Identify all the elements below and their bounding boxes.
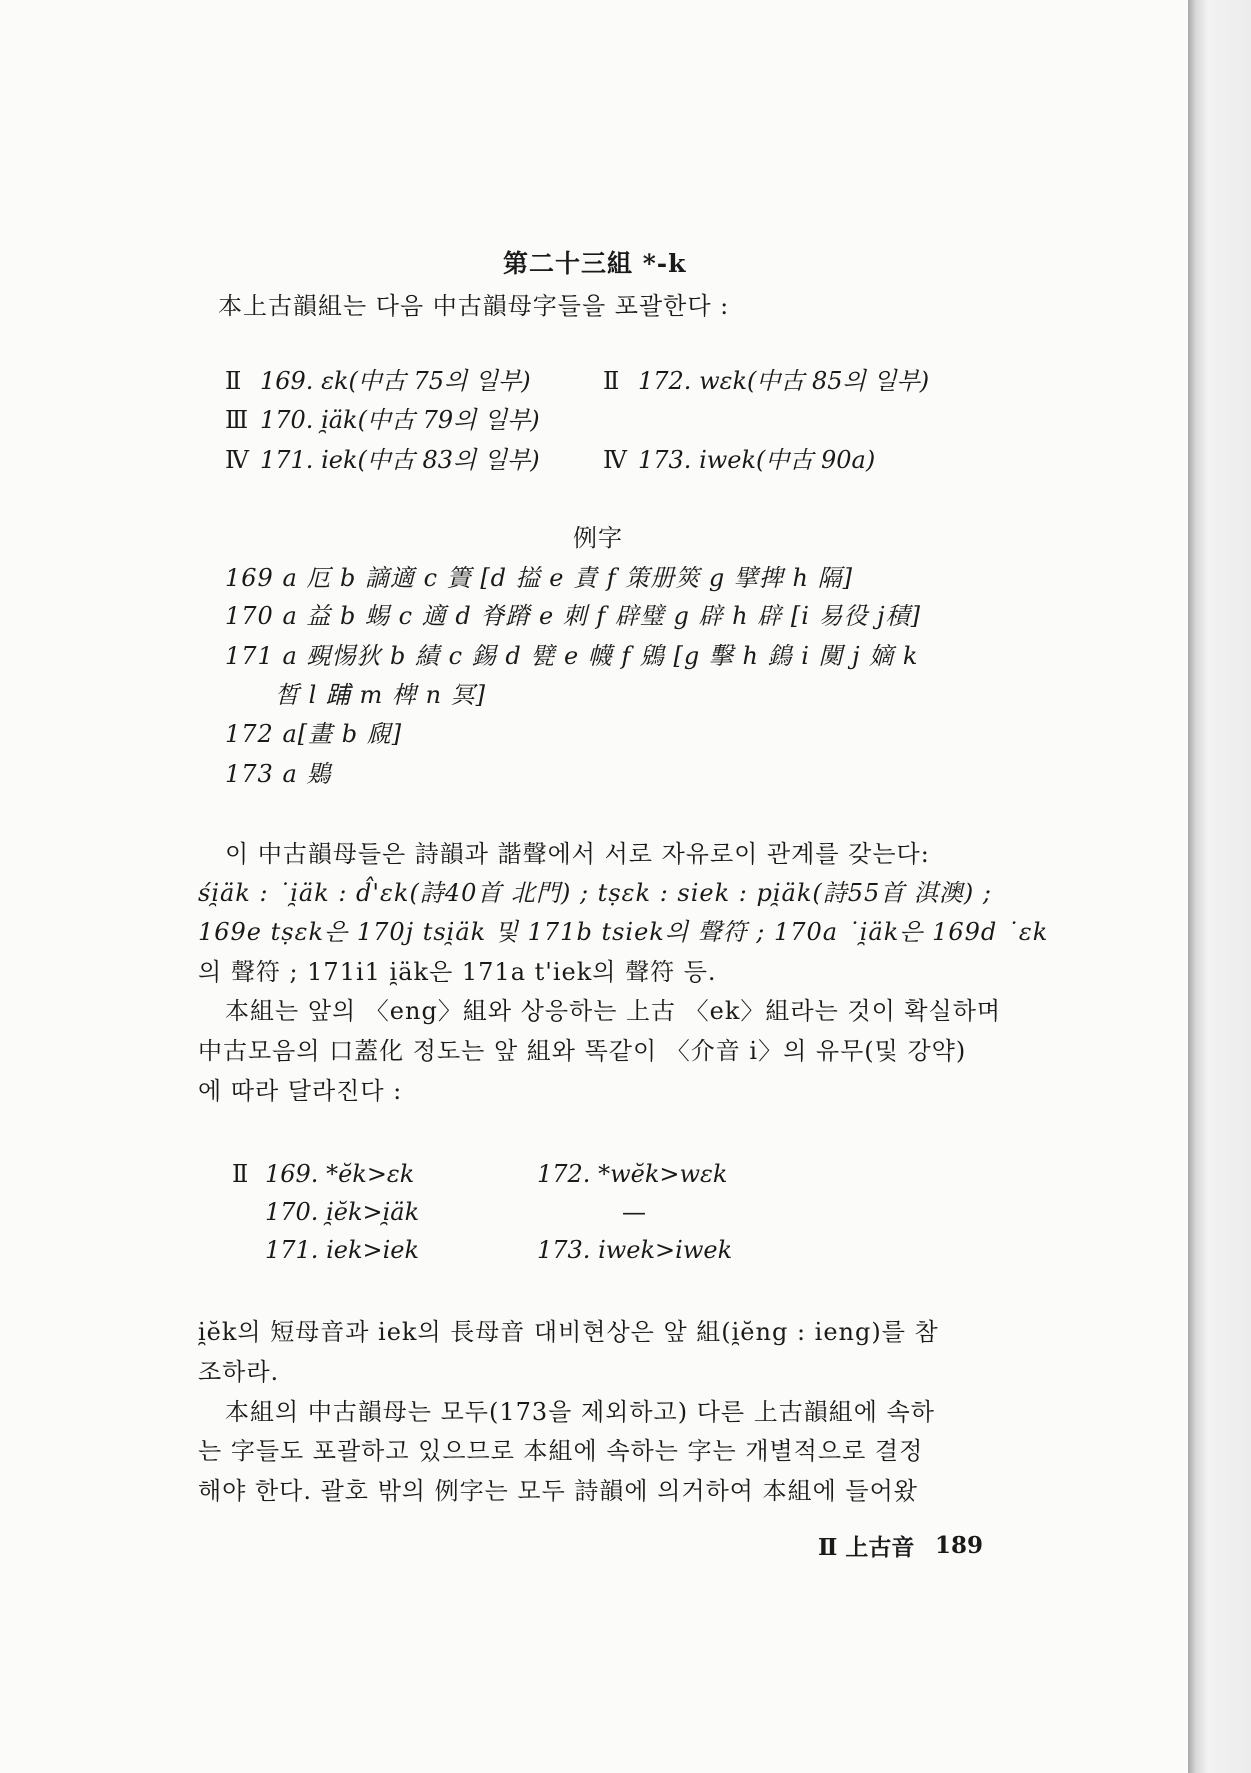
example-line: 169 a 厄 b 謫適 c 簀 [d 搤 e 責 f 策册筴 g 擘捭 h 隔] [225, 564, 853, 592]
paragraph-line: 本組의 中古韻母는 모두(173을 제외하고) 다른 上古韻組에 속하 [225, 1398, 935, 1426]
final-grade: Ⅱ [603, 367, 620, 395]
example-line: 171 a 覡惕狄 b 績 c 錫 d 甓 e 幭 f 鶂 [g 擊 h 鵭 i 闃 j 嫡 k [225, 642, 919, 670]
derivation-left: 169. *ĕk>ɛk [265, 1160, 415, 1188]
paragraph-line: 해야 한다. 괄호 밖의 例字는 모두 詩韻에 의거하여 本組에 들어왔 [198, 1477, 918, 1505]
page-edge [1188, 0, 1251, 1773]
paragraph-line: 는 字들도 포괄하고 있으므로 本組에 속하는 字는 개별적으로 결정 [198, 1437, 924, 1465]
final-grade: Ⅳ [225, 446, 249, 474]
paragraph-line: 169e tṣɛk은 170j tsi̯äk 및 171b tsiek의 聲符 ; 170a ˙i̯äk은 169d ˙ɛk [198, 918, 1049, 946]
paragraph-line: 中古모음의 口蓋化 정도는 앞 組와 똑같이 〈介音 i〉의 유무(및 강약) [198, 1037, 967, 1065]
running-footer: Ⅱ 上古音 [818, 1534, 915, 1561]
derivation-right: 172. *wĕk>wɛk [537, 1160, 728, 1188]
paragraph-line: 이 中古韻母들은 詩韻과 諧聲에서 서로 자유로이 관계를 갖는다: [225, 840, 930, 868]
paragraph-line: 에 따라 달라진다 : [198, 1077, 403, 1105]
example-line: 皙 l 𨁏 m 椑 n 冥] [275, 681, 487, 709]
derivation-right: 173. iwek>iwek [537, 1236, 733, 1264]
paragraph-line: 의 聲符 ; 171i1 i̯äk은 171a t'iek의 聲符 등. [198, 958, 717, 986]
example-line: 173 a 鶪 [225, 760, 332, 788]
final-item: 171. iek(中古 83의 일부) [260, 446, 540, 474]
final-grade: Ⅳ [603, 446, 627, 474]
paragraph-line: i̯ĕk의 短母音과 iek의 長母音 대비현상은 앞 組(i̯ĕng : ieng)를 참 [198, 1318, 939, 1346]
section-title: 第二十三組 *-k [503, 249, 687, 278]
final-grade: Ⅱ [225, 367, 242, 395]
derivation-grade: Ⅱ [232, 1160, 249, 1188]
paragraph-line: 조하라. [198, 1358, 280, 1386]
example-line: 170 a 益 b 蜴 c 適 d 脊蹐 e 刺 f 辟璧 g 辟 h 辟 [i 易役 j積] [225, 602, 921, 630]
examples-heading: 例字 [573, 524, 623, 552]
paragraph-line: śi̯äk : ˙i̯äk : d̂'ɛk(詩40首 北門) ; tṣɛk : siek : pi̯äk(詩55首 淇澳) ; [198, 879, 992, 907]
example-line: 172 a[畫 b 覛] [225, 720, 403, 748]
page-number: 189 [935, 1532, 984, 1559]
final-item: 173. iwek(中古 90a) [638, 446, 876, 474]
intro-line: 本上古韻組는 다음 中古韻母字들을 포괄한다 : [218, 292, 730, 320]
derivation-left: 170. i̯ĕk>i̯äk [265, 1198, 420, 1226]
final-grade: Ⅲ [225, 406, 249, 434]
final-item: 170. i̯äk(中古 79의 일부) [260, 406, 540, 434]
derivation-left: 171. iek>iek [265, 1236, 420, 1264]
paragraph-line: 本組는 앞의 〈eng〉組와 상응하는 上古 〈ek〉組라는 것이 확실하며 [225, 997, 1002, 1025]
final-item: 169. ɛk(中古 75의 일부) [260, 367, 531, 395]
final-item: 172. wɛk(中古 85의 일부) [638, 367, 930, 395]
derivation-right: — [622, 1198, 646, 1226]
